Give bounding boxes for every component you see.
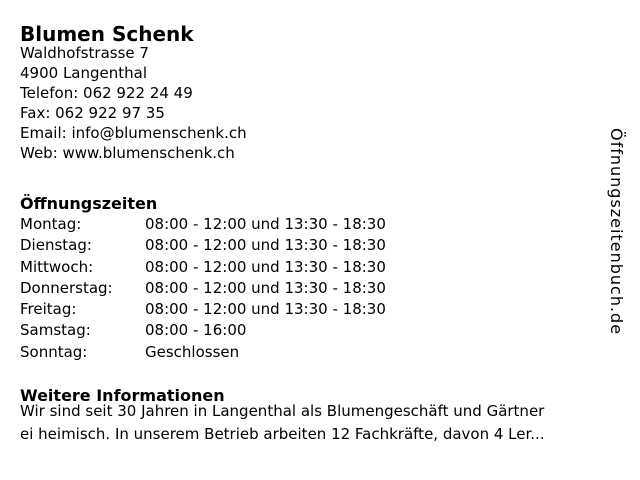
hours-day-label: Mittwoch:: [20, 257, 94, 276]
phone-line: Telefon: 062 922 24 49: [20, 84, 193, 102]
address-city-line: 4900 Langenthal: [20, 64, 148, 82]
page-title: Blumen Schenk: [20, 22, 194, 47]
address-street-line: Waldhofstrasse 7: [20, 44, 149, 62]
hours-time-value: 08:00 - 12:00 und 13:30 - 18:30: [145, 300, 386, 319]
hours-day-label: Dienstag:: [20, 236, 92, 255]
hours-day-label: Sonntag:: [20, 342, 88, 361]
hours-time-value: 08:00 - 12:00 und 13:30 - 18:30: [145, 278, 386, 297]
additional-info-paragraph: [20, 400, 545, 446]
hours-time-value: 08:00 - 12:00 und 13:30 - 18:30: [145, 215, 386, 233]
additional-info-heading: Weitere Informationen: [20, 386, 225, 406]
hours-day-label: Montag:: [20, 215, 82, 233]
hours-row-monday: [20, 214, 386, 235]
hours-row-wednesday: [20, 257, 386, 278]
info-line: Wir sind seit 30 Jahren in Langenthal als Blumengeschäft und Gärtner: [20, 402, 545, 420]
hours-day-label: Donnerstag:: [20, 278, 113, 297]
contact-block: [20, 43, 247, 163]
hours-row-sunday: [20, 342, 386, 363]
hours-day-label: Freitag:: [20, 300, 77, 319]
oeffnungszeitenbuch-watermark: Öffnungszeitenbuch.de: [607, 128, 626, 336]
hours-time-value: Geschlossen: [145, 342, 240, 361]
info-line: ei heimisch. In unserem Betrieb arbeiten 12 Fachkräfte, davon 4 Ler...: [20, 425, 545, 443]
opening-hours-table: [20, 214, 386, 363]
hours-row-saturday: [20, 320, 386, 341]
hours-row-thursday: [20, 278, 386, 299]
hours-day-label: Samstag:: [20, 321, 91, 340]
hours-time-value: 08:00 - 12:00 und 13:30 - 18:30: [145, 236, 386, 255]
opening-hours-heading: Öffnungszeiten: [20, 194, 158, 214]
hours-row-tuesday: [20, 235, 386, 256]
fax-line: Fax: 062 922 97 35: [20, 104, 165, 122]
website-line: Web: www.blumenschenk.ch: [20, 144, 235, 162]
email-line: Email: info@blumenschenk.ch: [20, 124, 247, 142]
hours-row-friday: [20, 299, 386, 320]
hours-time-value: 08:00 - 12:00 und 13:30 - 18:30: [145, 257, 386, 276]
hours-time-value: 08:00 - 16:00: [145, 321, 247, 340]
